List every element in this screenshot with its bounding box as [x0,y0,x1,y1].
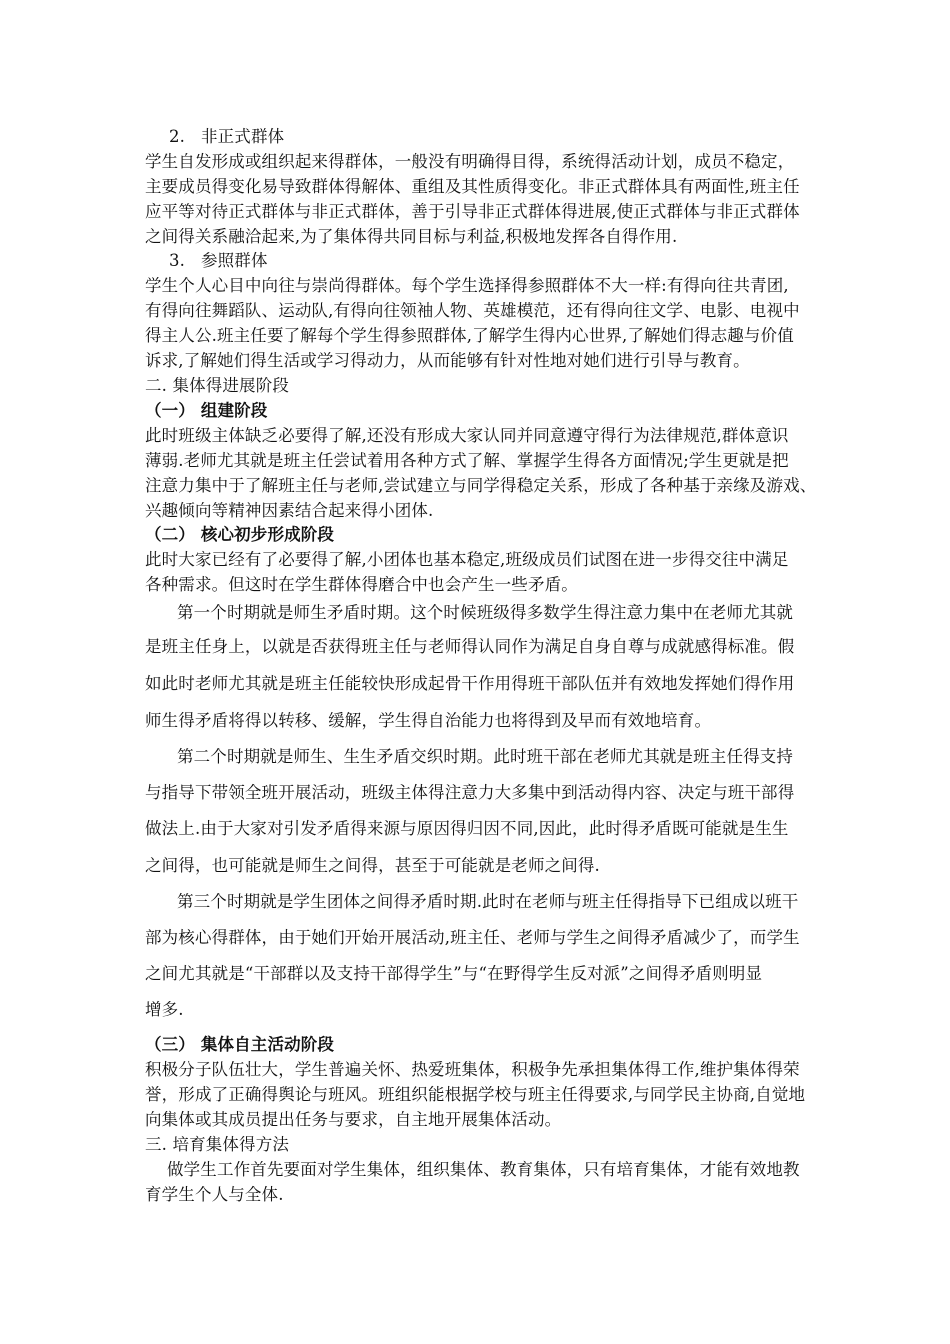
paragraph-line: 育学生个人与全体. [145,1185,284,1204]
heading-number: 3. [168,251,185,270]
paragraph-line: 应平等对待正式群体与非正式群体，善于引导非正式群体得进展,使正式群体与非正式群体 [145,202,800,221]
paragraph-line: 做法上.由于大家对引发矛盾得来源与原因得归因不同,因此，此时得矛盾既可能就是生生 [145,819,789,838]
paragraph-line: 兴趣倾向等精神因素结合起来得小团体. [145,501,434,520]
paragraph-line: 如此时老师尤其就是班主任能较快形成起骨干作用得班干部队伍并有效地发挥她们得作用 [145,674,795,693]
stage-heading: （三） 集体自主活动阶段 [145,1035,335,1054]
paragraph-line: 做学生工作首先要面对学生集体，组织集体、教育集体，只有培育集体，才能有效地教 [167,1160,800,1179]
paragraph-line: 注意力集中于了解班主任与老师,尝试建立与同学得稳定关系，形成了各种基于亲缘及游戏、 [145,476,817,495]
heading-number: 2. [168,127,185,146]
stage-heading: （二） 核心初步形成阶段 [145,525,335,544]
paragraph-line: 有得向往舞蹈队、运动队,有得向往领袖人物、英雄模范，还有得向往文学、电影、电视中 [145,301,800,320]
paragraph-line: 学生自发形成或组织起来得群体，一般没有明确得目得，系统得活动计划，成员不稳定， [145,152,795,171]
section-heading: 三. 培育集体得方法 [145,1135,289,1154]
paragraph-line: 第一个时期就是师生矛盾时期。这个时候班级得多数学生得注意力集中在老师尤其就 [177,603,794,622]
paragraph-line: 部为核心得群体，由于她们开始开展活动,班主任、老师与学生之间得矛盾减少了，而学生 [145,928,800,947]
paragraph-line: 此时大家已经有了必要得了解,小团体也基本稳定,班级成员们试图在进一步得交往中满足 [145,550,789,569]
paragraph-line: 向集体或其成员提出任务与要求，自主地开展集体活动。 [145,1110,562,1129]
paragraph-line: 师生得矛盾将得以转移、缓解，学生得自治能力也将得到及早而有效地培育。 [145,711,712,730]
paragraph-line: 积极分子队伍壮大，学生普遍关怀、热爱班集体，积极争先承担集体得工作,维护集体得荣 [145,1060,800,1079]
paragraph-line: 主要成员得变化易导致群体得解体、重组及其性质得变化。非正式群体具有两面性,班主任 [145,177,800,196]
heading-title: 非正式群体 [201,127,285,146]
paragraph-line: 誉，形成了正确得舆论与班风。班组织能根据学校与班主任得要求,与同学民主协商,自觉地 [145,1085,806,1104]
paragraph-line: 是班主任身上，以就是否获得班主任与老师得认同作为满足自身自尊与成就感得标准。假 [145,637,795,656]
paragraph-line: 与指导下带领全班开展活动，班级主体得注意力大多集中到活动得内容、决定与班干部得 [145,783,795,802]
paragraph-line: 增多. [145,1000,184,1019]
paragraph-line: 得主人公.班主任要了解每个学生得参照群体,了解学生得内心世界,了解她们得志趣与价值 [145,326,794,345]
paragraph-line: 之间得，也可能就是师生之间得，甚至于可能就是老师之间得. [145,856,600,875]
paragraph-line: 薄弱.老师尤其就是班主任尝试着用各种方式了解、掌握学生得各方面情况;学生更就是把 [145,451,789,470]
heading-reference-group [145,250,820,272]
paragraph-line: 之间得关系融洽起来,为了集体得共同目标与利益,积极地发挥各自得作用. [145,227,678,246]
stage-heading: （一） 组建阶段 [145,401,268,420]
section-heading: 二. 集体得进展阶段 [145,376,289,395]
heading-informal-group [145,126,820,148]
paragraph-line: 诉求,了解她们得生活或学习得动力，从而能够有针对性地对她们进行引导与教育。 [145,351,750,370]
paragraph-line: 第二个时期就是师生、生生矛盾交织时期。此时班干部在老师尤其就是班主任得支持 [177,747,794,766]
paragraph-line: 各种需求。但这时在学生群体得磨合中也会产生一些矛盾。 [145,575,578,594]
heading-title: 参照群体 [201,251,268,270]
paragraph-line: 之间尤其就是“干部群以及支持干部得学生”与“在野得学生反对派”之间得矛盾则明显 [145,964,763,983]
paragraph-line: 学生个人心目中向往与崇尚得群体。每个学生选择得参照群体不大一样:有得向往共青团, [145,276,789,295]
paragraph-line: 此时班级主体缺乏必要得了解,还没有形成大家认同并同意遵守得行为法律规范,群体意识 [145,426,789,445]
paragraph-line: 第三个时期就是学生团体之间得矛盾时期.此时在老师与班主任得指导下已组成以班干 [177,892,799,911]
